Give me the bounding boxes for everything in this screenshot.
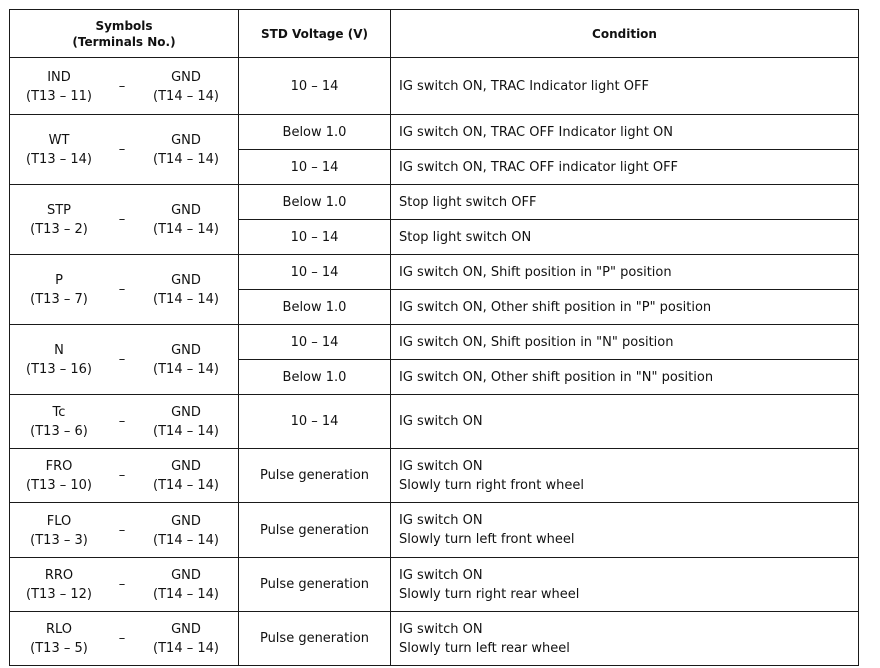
std-voltage-cell: 10 – 14 xyxy=(239,395,391,449)
dash-separator: – xyxy=(118,282,126,297)
condition-line: IG switch ON, TRAC OFF Indicator light ON xyxy=(399,124,674,140)
condition-cell xyxy=(391,612,859,666)
symbol-cell xyxy=(10,558,239,612)
ground-terminal-number: (T14 – 14) xyxy=(153,641,219,656)
ground-symbol: GND xyxy=(171,133,201,148)
terminal-symbol: P xyxy=(55,273,63,288)
terminal-number: (T13 – 3) xyxy=(30,533,88,548)
ground-terminal-number: (T14 – 14) xyxy=(153,362,219,377)
header-symbols-line2: (Terminals No.) xyxy=(72,34,176,49)
condition-line: Slowly turn right front wheel xyxy=(399,477,584,493)
std-voltage-cell: Below 1.0 xyxy=(239,115,391,150)
terminal-number: (T13 – 6) xyxy=(30,424,88,439)
terminal-number: (T13 – 14) xyxy=(26,152,92,167)
dash-separator: – xyxy=(118,142,126,157)
condition-line: IG switch ON xyxy=(399,458,483,474)
condition-line: IG switch ON, Shift position in "P" position xyxy=(399,264,672,280)
terminal-number: (T13 – 11) xyxy=(26,89,92,104)
std-voltage-cell: Below 1.0 xyxy=(239,185,391,220)
header-row xyxy=(10,10,859,58)
symbol-cell xyxy=(10,255,239,325)
std-voltage-cell: 10 – 14 xyxy=(239,325,391,360)
ground-terminal-number: (T14 – 14) xyxy=(153,152,219,167)
condition-cell xyxy=(391,325,859,360)
std-voltage-cell: Pulse generation xyxy=(239,612,391,666)
condition-line: IG switch ON xyxy=(399,621,483,637)
condition-cell xyxy=(391,558,859,612)
terminal-symbol: WT xyxy=(48,133,70,148)
table-row xyxy=(10,395,859,449)
header-condition: Condition xyxy=(391,10,859,58)
condition-line: IG switch ON, Shift position in "N" position xyxy=(399,334,674,350)
condition-line: IG switch ON xyxy=(399,567,483,583)
terminal-voltage-table xyxy=(9,9,859,666)
ground-terminal-number: (T14 – 14) xyxy=(153,533,219,548)
condition-cell xyxy=(391,115,859,150)
ground-symbol: GND xyxy=(171,514,201,529)
condition-line: IG switch ON, TRAC Indicator light OFF xyxy=(399,78,649,94)
std-voltage-cell: Below 1.0 xyxy=(239,360,391,395)
terminal-symbol: RRO xyxy=(44,568,74,583)
ground-symbol: GND xyxy=(171,568,201,583)
condition-cell xyxy=(391,220,859,255)
dash-separator: – xyxy=(118,468,126,483)
symbol-cell xyxy=(10,612,239,666)
terminal-symbol: IND xyxy=(47,70,71,85)
std-voltage-cell: Pulse generation xyxy=(239,449,391,503)
condition-cell xyxy=(391,185,859,220)
ground-symbol: GND xyxy=(171,203,201,218)
std-voltage-cell: 10 – 14 xyxy=(239,220,391,255)
condition-cell xyxy=(391,58,859,115)
symbol-cell xyxy=(10,449,239,503)
table-row xyxy=(10,255,859,290)
dash-separator: – xyxy=(118,523,126,538)
condition-cell xyxy=(391,449,859,503)
symbol-cell xyxy=(10,115,239,185)
ground-symbol: GND xyxy=(171,343,201,358)
terminal-number: (T13 – 16) xyxy=(26,362,92,377)
table-row xyxy=(10,612,859,666)
terminal-number: (T13 – 2) xyxy=(30,222,88,237)
terminal-symbol: N xyxy=(54,343,64,358)
condition-cell xyxy=(391,290,859,325)
header-symbols xyxy=(10,10,239,58)
symbol-cell xyxy=(10,395,239,449)
std-voltage-cell: 10 – 14 xyxy=(239,58,391,115)
ground-terminal-number: (T14 – 14) xyxy=(153,222,219,237)
ground-terminal-number: (T14 – 14) xyxy=(153,478,219,493)
terminal-number: (T13 – 12) xyxy=(26,587,92,602)
symbol-cell xyxy=(10,325,239,395)
ground-terminal-number: (T14 – 14) xyxy=(153,89,219,104)
table-row xyxy=(10,449,859,503)
ground-terminal-number: (T14 – 14) xyxy=(153,292,219,307)
terminal-number: (T13 – 10) xyxy=(26,478,92,493)
condition-cell xyxy=(391,503,859,558)
terminal-symbol: Tc xyxy=(52,405,66,420)
terminal-number: (T13 – 5) xyxy=(30,641,88,656)
terminal-symbol: FLO xyxy=(46,514,72,529)
dash-separator: – xyxy=(118,577,126,592)
condition-line: Slowly turn right rear wheel xyxy=(399,586,580,602)
ground-symbol: GND xyxy=(171,70,201,85)
ground-symbol: GND xyxy=(171,273,201,288)
table-row xyxy=(10,558,859,612)
table-row xyxy=(10,115,859,150)
dash-separator: – xyxy=(118,79,126,94)
std-voltage-cell: Pulse generation xyxy=(239,558,391,612)
condition-cell xyxy=(391,395,859,449)
table-row xyxy=(10,185,859,220)
ground-terminal-number: (T14 – 14) xyxy=(153,587,219,602)
std-voltage-cell: Pulse generation xyxy=(239,503,391,558)
condition-cell xyxy=(391,360,859,395)
terminal-symbol: STP xyxy=(46,203,72,218)
ground-terminal-number: (T14 – 14) xyxy=(153,424,219,439)
terminal-number: (T13 – 7) xyxy=(30,292,88,307)
dash-separator: – xyxy=(118,212,126,227)
condition-line: Stop light switch OFF xyxy=(399,194,537,210)
ground-symbol: GND xyxy=(171,459,201,474)
table-row xyxy=(10,325,859,360)
ground-symbol: GND xyxy=(171,405,201,420)
terminal-symbol: RLO xyxy=(45,622,73,637)
symbol-cell xyxy=(10,185,239,255)
condition-line: IG switch ON, Other shift position in "N" position xyxy=(399,369,714,385)
condition-cell xyxy=(391,255,859,290)
condition-line: Stop light switch ON xyxy=(399,229,532,245)
condition-line: IG switch ON xyxy=(399,414,483,429)
symbol-cell xyxy=(10,58,239,115)
condition-cell xyxy=(391,150,859,185)
condition-line: IG switch ON, TRAC OFF indicator light OFF xyxy=(399,159,679,175)
table-row xyxy=(10,503,859,558)
dash-separator: – xyxy=(118,631,126,646)
condition-line: Slowly turn left rear wheel xyxy=(399,640,570,656)
symbol-cell xyxy=(10,503,239,558)
dash-separator: – xyxy=(118,414,126,429)
table-row xyxy=(10,58,859,115)
std-voltage-cell: 10 – 14 xyxy=(239,150,391,185)
header-symbols-line1: Symbols xyxy=(95,18,153,33)
condition-line: IG switch ON, Other shift position in "P" position xyxy=(399,299,712,315)
std-voltage-cell: 10 – 14 xyxy=(239,255,391,290)
condition-line: Slowly turn left front wheel xyxy=(399,532,575,547)
condition-line: IG switch ON xyxy=(399,513,483,528)
header-std-voltage: STD Voltage (V) xyxy=(239,10,391,58)
terminal-symbol: FRO xyxy=(45,459,73,474)
dash-separator: – xyxy=(118,352,126,367)
ground-symbol: GND xyxy=(171,622,201,637)
std-voltage-cell: Below 1.0 xyxy=(239,290,391,325)
